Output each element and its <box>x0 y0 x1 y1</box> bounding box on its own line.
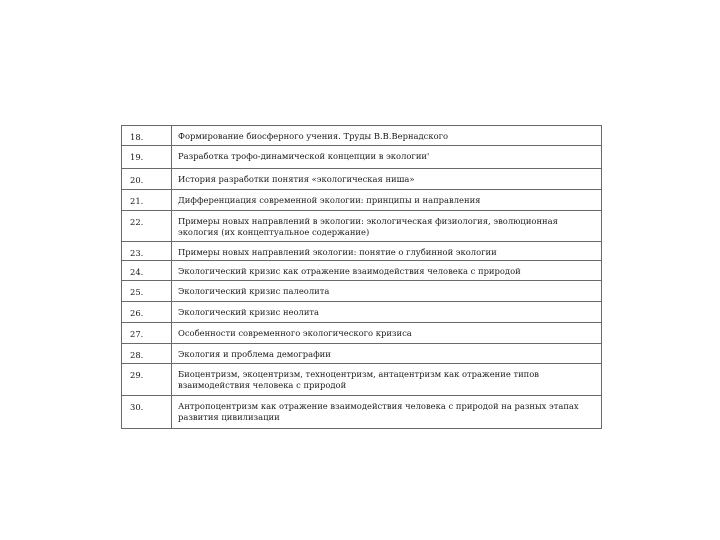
table-row <box>122 211 602 242</box>
row-topic: Примеры новых направлений в экологии: экологическая физиология, эволюционная экология (их концептуальное содержание) <box>172 211 602 242</box>
row-number: 20. <box>122 169 172 190</box>
row-number: 18. <box>122 126 172 146</box>
row-topic: Дифференциация современной экологии: принципы и направления <box>172 190 602 211</box>
row-topic: Особенности современного экологического кризиса <box>172 323 602 344</box>
row-topic: Разработка трофо-динамической концепции в экологии' <box>172 146 602 169</box>
row-number: 23. <box>122 242 172 261</box>
row-number: 22. <box>122 211 172 242</box>
row-number: 26. <box>122 302 172 323</box>
row-topic: Экологический кризис как отражение взаимодействия человека с природой <box>172 261 602 281</box>
row-topic: Формирование биосферного учения. Труды В.В.Вернадского <box>172 126 602 146</box>
table-row <box>122 302 602 323</box>
table-row <box>122 396 602 429</box>
row-topic: Экологический кризис неолита <box>172 302 602 323</box>
row-number: 30. <box>122 396 172 429</box>
row-topic: Экология и проблема демографии <box>172 344 602 364</box>
table-row <box>122 344 602 364</box>
row-number: 28. <box>122 344 172 364</box>
row-number: 27. <box>122 323 172 344</box>
row-topic: Антропоцентризм как отражение взаимодействия человека с природой на разных этапах развития цивилизации <box>172 396 602 429</box>
table-row <box>122 169 602 190</box>
table-row <box>122 242 602 261</box>
table-row <box>122 281 602 302</box>
table-row <box>122 261 602 281</box>
row-number: 24. <box>122 261 172 281</box>
topics-table <box>121 125 602 429</box>
row-topic: Биоцентризм, экоцентризм, техноцентризм, антацентризм как отражение типов взаимодействия человека с природой <box>172 364 602 396</box>
table-row <box>122 323 602 344</box>
row-topic: История разработки понятия «экологическая ниша» <box>172 169 602 190</box>
row-number: 25. <box>122 281 172 302</box>
table-row <box>122 126 602 146</box>
table-row <box>122 364 602 396</box>
row-topic: Экологический кризис палеолита <box>172 281 602 302</box>
row-number: 21. <box>122 190 172 211</box>
row-number: 19. <box>122 146 172 169</box>
table-row <box>122 190 602 211</box>
row-topic: Примеры новых направлений экологии: понятие о глубинной экологии <box>172 242 602 261</box>
table-row <box>122 146 602 169</box>
row-number: 29. <box>122 364 172 396</box>
